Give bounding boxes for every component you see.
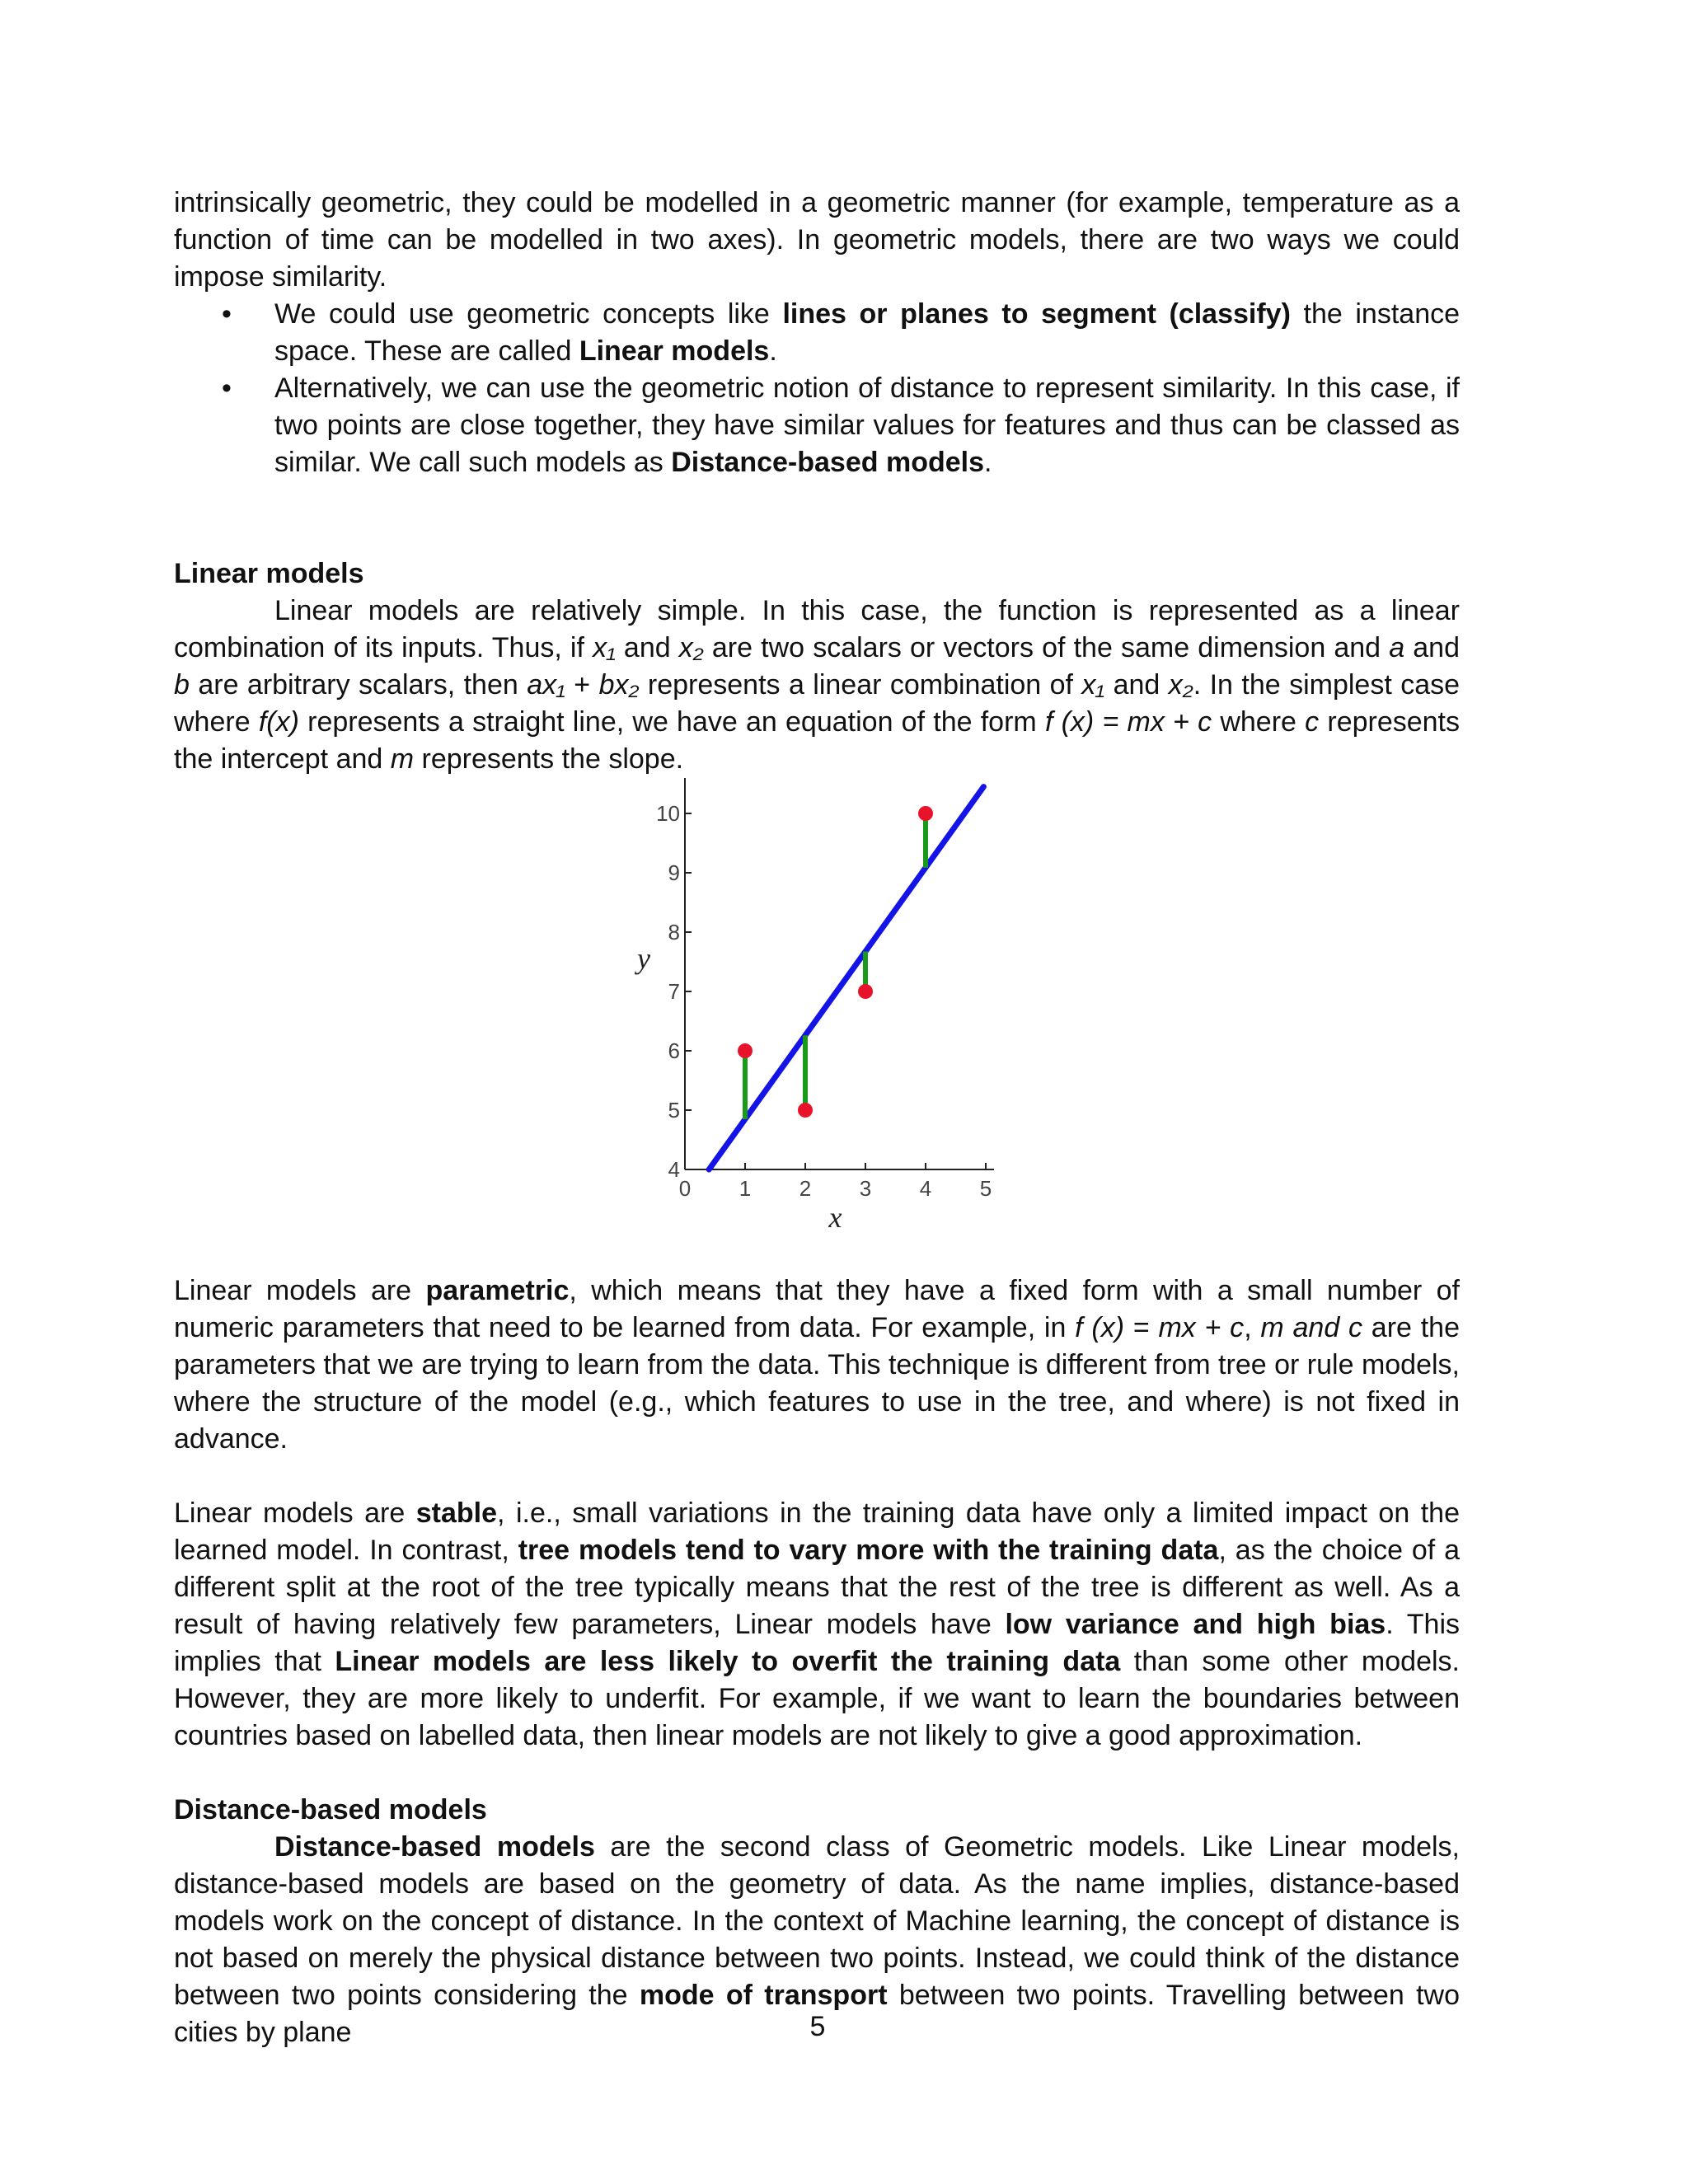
x-tick-label: 4 [919, 1176, 932, 1201]
distance-paragraph: Distance-based models are the second class of Geometric models. Like Linear models, distance-based models are based on the geometry of data. As the name implies, distance-based models work on the concept of distance. In the context of Machine learning, the concept of distance is not based on merely the physical distance between two points. Instead, we could think of the distance between two points considering the mode of transport between two points. Travelling between two cities by plane [174, 1831, 1460, 2048]
fit-line [709, 787, 983, 1169]
linear-paragraph-2: Linear models are parametric, which means that they have a fixed form with a small number of numeric parameters that need to be learned from data. For example, in f (x) = mx + c, m and c are the parameters that we are trying to learn from the data. This technique is different from tree or rule models, where the structure of the model (e.g., which features to use in the tree, and where) is not fixed in advance. [174, 1275, 1460, 1455]
y-tick-label: 8 [668, 920, 680, 944]
similarity-list [174, 296, 1460, 481]
x-axis-label: x [828, 1201, 842, 1234]
linear-models-heading: Linear models [174, 558, 364, 589]
list-item: • Alternatively, we can use the geometric notion of distance to represent similarity. In this case, if two points are close together, they have similar values for features and thus can be classed as similar. We call such models as Distance-based models. [274, 370, 1460, 481]
distance-models-heading: Distance-based models [174, 1794, 487, 1825]
y-tick-label: 4 [668, 1157, 680, 1182]
list-item: • We could use geometric concepts like lines or planes to segment (classify) the instance space. These are called Linear models. [274, 296, 1460, 370]
y-tick-label: 5 [668, 1098, 680, 1122]
y-tick-label: 10 [656, 801, 680, 826]
chart-svg [619, 778, 1031, 1240]
x-tick-label: 2 [799, 1176, 812, 1201]
page-number: 5 [809, 2011, 826, 2042]
y-tick-label: 7 [668, 979, 680, 1004]
x-tick-label: 5 [979, 1176, 992, 1201]
y-tick-label: 6 [668, 1038, 680, 1063]
data-point [918, 806, 933, 821]
x-tick-label: 3 [859, 1176, 872, 1201]
y-axis-label: y [637, 942, 650, 975]
data-point [738, 1043, 753, 1058]
linear-paragraph-3: Linear models are stable, i.e., small variations in the training data have only a limited impact on the learned model. In contrast, tree models tend to vary more with the training data, as the choice of a different split at the root of the tree typically means that the rest of the tree is different as well. As a result of having relatively few parameters, Linear models have low variance and high bias. This implies that Linear models are less likely to overfit the training data than some other models. However, they are more likely to underfit. For example, if we want to learn the boundaries between countries based on labelled data, then linear models are not likely to give a good approximation. [174, 1497, 1460, 1751]
linear-fit-chart [174, 778, 1460, 1272]
intro-paragraph: intrinsically geometric, they could be modelled in a geometric manner (for example, temperature as a function of time can be modelled in two axes). In geometric models, there are two ways we could impose similarity. [174, 187, 1460, 293]
data-point [858, 984, 873, 999]
y-tick-label: 9 [668, 860, 680, 885]
linear-paragraph-1: Linear models are relatively simple. In this case, the function is represented as a linear combination of its inputs. Thus, if x₁ and x₂ are two scalars or vectors of the same dimension and a and b are arbitrary scalars, then ax₁ + bx₂ represents a linear combination of x₁ and x₂. In the simplest case where f(x) represents a straight line, we have an equation of the form f (x) = mx + c where c represents the intercept and m represents the slope. [174, 595, 1461, 775]
document-page [174, 185, 1460, 2051]
data-point [798, 1103, 813, 1118]
x-tick-label: 1 [738, 1176, 752, 1201]
x-tick-label: 0 [678, 1176, 692, 1201]
